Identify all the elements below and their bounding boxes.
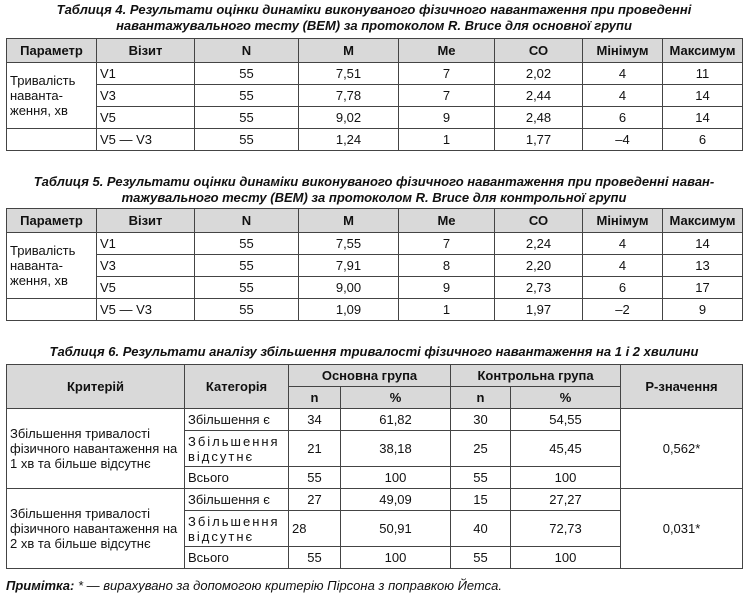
cell: 14: [663, 107, 743, 129]
table-row: [7, 299, 743, 321]
header-cell: Me: [399, 209, 495, 233]
cell: 7,91: [299, 255, 399, 277]
table6: [6, 364, 743, 569]
header-cell: Параметр: [7, 209, 97, 233]
header-cell: Максимум: [663, 39, 743, 63]
table-row: [7, 63, 743, 85]
cell: 30: [451, 409, 511, 431]
cell: 7: [399, 233, 495, 255]
category-cell: Всього: [185, 467, 289, 489]
footnote: [6, 578, 502, 593]
table-row: [7, 409, 743, 431]
cell: 27: [289, 489, 341, 511]
cell: 9: [399, 277, 495, 299]
table4: [6, 38, 743, 151]
category-cell: Збільшення відсутнє: [185, 431, 289, 467]
cell: 1,24: [299, 129, 399, 151]
cell: 100: [511, 547, 621, 569]
cell: 1: [399, 299, 495, 321]
table-row: [7, 129, 743, 151]
cell: 4: [583, 85, 663, 107]
footnote-text: * — вирахувано за допомогою критерію Пірсона з поправкою Йетса.: [74, 578, 503, 593]
footnote-label: Примітка:: [6, 578, 75, 593]
p-value-cell: 0,562*: [621, 409, 743, 489]
cell: 25: [451, 431, 511, 467]
cell: 55: [289, 547, 341, 569]
cell: V5: [97, 277, 195, 299]
param-label: Тривалість наванта-ження, хв: [7, 233, 97, 299]
cell: 45,45: [511, 431, 621, 467]
table6-header-row-1: [7, 365, 743, 387]
cell: 7: [399, 85, 495, 107]
cell: 40: [451, 511, 511, 547]
cell: 72,73: [511, 511, 621, 547]
cell: 9: [663, 299, 743, 321]
cell: 4: [583, 255, 663, 277]
table-row: [7, 255, 743, 277]
header-cell: Параметр: [7, 39, 97, 63]
cell: 55: [195, 63, 299, 85]
cell: 54,55: [511, 409, 621, 431]
table-row: [7, 85, 743, 107]
cell: V1: [97, 63, 195, 85]
cell: 2,24: [495, 233, 583, 255]
cell: –2: [583, 299, 663, 321]
category-cell: Збільшення є: [185, 409, 289, 431]
cell: 4: [583, 233, 663, 255]
table4-header-row: [7, 39, 743, 63]
cell: V5 — V3: [97, 129, 195, 151]
criterion-cell: Збільшення тривалості фізичного навантаження на 2 хв та більше відсутнє: [7, 489, 185, 569]
cell: 55: [195, 129, 299, 151]
table-row: [7, 233, 743, 255]
header-cell: N: [195, 39, 299, 63]
cell: 55: [195, 107, 299, 129]
cell: 61,82: [341, 409, 451, 431]
header-cell: Візит: [97, 39, 195, 63]
table-row: [7, 277, 743, 299]
table-row: [7, 489, 743, 511]
cell: 55: [195, 277, 299, 299]
header-cell: Критерій: [7, 365, 185, 409]
cell: 38,18: [341, 431, 451, 467]
header-cell: СО: [495, 39, 583, 63]
cell: 6: [583, 107, 663, 129]
header-cell: Мінімум: [583, 209, 663, 233]
table5-caption-line1: Таблиця 5. Результати оцінки динаміки виконуваного фізичного навантаження при проведенні наван-: [33, 174, 715, 189]
header-cell: %: [511, 387, 621, 409]
cell: 21: [289, 431, 341, 467]
cell: 100: [511, 467, 621, 489]
cell: 4: [583, 63, 663, 85]
empty-cell: [7, 129, 97, 151]
cell: 11: [663, 63, 743, 85]
cell: 7,78: [299, 85, 399, 107]
cell: 49,09: [341, 489, 451, 511]
cell: 2,48: [495, 107, 583, 129]
cell: 14: [663, 233, 743, 255]
cell: 15: [451, 489, 511, 511]
cell: 55: [289, 467, 341, 489]
cell: 55: [195, 233, 299, 255]
header-cell: M: [299, 209, 399, 233]
category-cell: Всього: [185, 547, 289, 569]
header-cell: Контрольна група: [451, 365, 621, 387]
cell: 1,97: [495, 299, 583, 321]
empty-cell: [7, 299, 97, 321]
cell: 9,02: [299, 107, 399, 129]
header-cell: n: [289, 387, 341, 409]
cell: 100: [341, 547, 451, 569]
header-cell: N: [195, 209, 299, 233]
cell: 50,91: [341, 511, 451, 547]
cell: 1,09: [299, 299, 399, 321]
category-cell: Збільшення відсутнє: [185, 511, 289, 547]
cell: 7: [399, 63, 495, 85]
header-cell: %: [341, 387, 451, 409]
cell: –4: [583, 129, 663, 151]
header-cell: СО: [495, 209, 583, 233]
cell: 2,73: [495, 277, 583, 299]
header-cell: M: [299, 39, 399, 63]
cell: 55: [451, 547, 511, 569]
cell: 2,44: [495, 85, 583, 107]
cell: 7,51: [299, 63, 399, 85]
cell: V5 — V3: [97, 299, 195, 321]
cell: 55: [195, 299, 299, 321]
cell: 34: [289, 409, 341, 431]
param-label: Тривалість наванта-ження, хв: [7, 63, 97, 129]
criterion-cell: Збільшення тривалості фізичного навантаження на 1 хв та більше відсутнє: [7, 409, 185, 489]
cell: 9: [399, 107, 495, 129]
cell: 1: [399, 129, 495, 151]
p-value-cell: 0,031*: [621, 489, 743, 569]
cell: 14: [663, 85, 743, 107]
cell: 100: [341, 467, 451, 489]
table5-caption-line2: тажувального тесту (ВЕМ) за протоколом R. Bruce для контрольної групи: [121, 190, 627, 205]
cell: 1,77: [495, 129, 583, 151]
table4-caption-line1: Таблиця 4. Результати оцінки динаміки виконуваного фізичного навантаження при проведенні: [56, 2, 692, 17]
cell: 2,02: [495, 63, 583, 85]
table5: [6, 208, 743, 321]
cell: 17: [663, 277, 743, 299]
cell: V3: [97, 255, 195, 277]
cell: 8: [399, 255, 495, 277]
cell: 7,55: [299, 233, 399, 255]
cell: 27,27: [511, 489, 621, 511]
cell: V5: [97, 107, 195, 129]
header-cell: Р-значення: [621, 365, 743, 409]
header-cell: n: [451, 387, 511, 409]
cell: V1: [97, 233, 195, 255]
header-cell: Мінімум: [583, 39, 663, 63]
table5-header-row: [7, 209, 743, 233]
header-cell: Me: [399, 39, 495, 63]
header-cell: Основна група: [289, 365, 451, 387]
table4-caption-line2: навантажувального тесту (ВЕМ) за протоколом R. Bruce для основної групи: [116, 18, 632, 33]
cell: 13: [663, 255, 743, 277]
cell: 6: [663, 129, 743, 151]
cell: 28: [289, 511, 341, 547]
header-cell: Максимум: [663, 209, 743, 233]
header-cell: Візит: [97, 209, 195, 233]
cell: 6: [583, 277, 663, 299]
category-cell: Збільшення є: [185, 489, 289, 511]
table-row: [7, 107, 743, 129]
cell: 55: [195, 255, 299, 277]
table6-caption: Таблиця 6. Результати аналізу збільшення тривалості фізичного навантаження на 1 і 2 хвилини: [49, 344, 699, 359]
cell: 9,00: [299, 277, 399, 299]
cell: 55: [195, 85, 299, 107]
header-cell: Категорія: [185, 365, 289, 409]
cell: V3: [97, 85, 195, 107]
cell: 2,20: [495, 255, 583, 277]
cell: 55: [451, 467, 511, 489]
